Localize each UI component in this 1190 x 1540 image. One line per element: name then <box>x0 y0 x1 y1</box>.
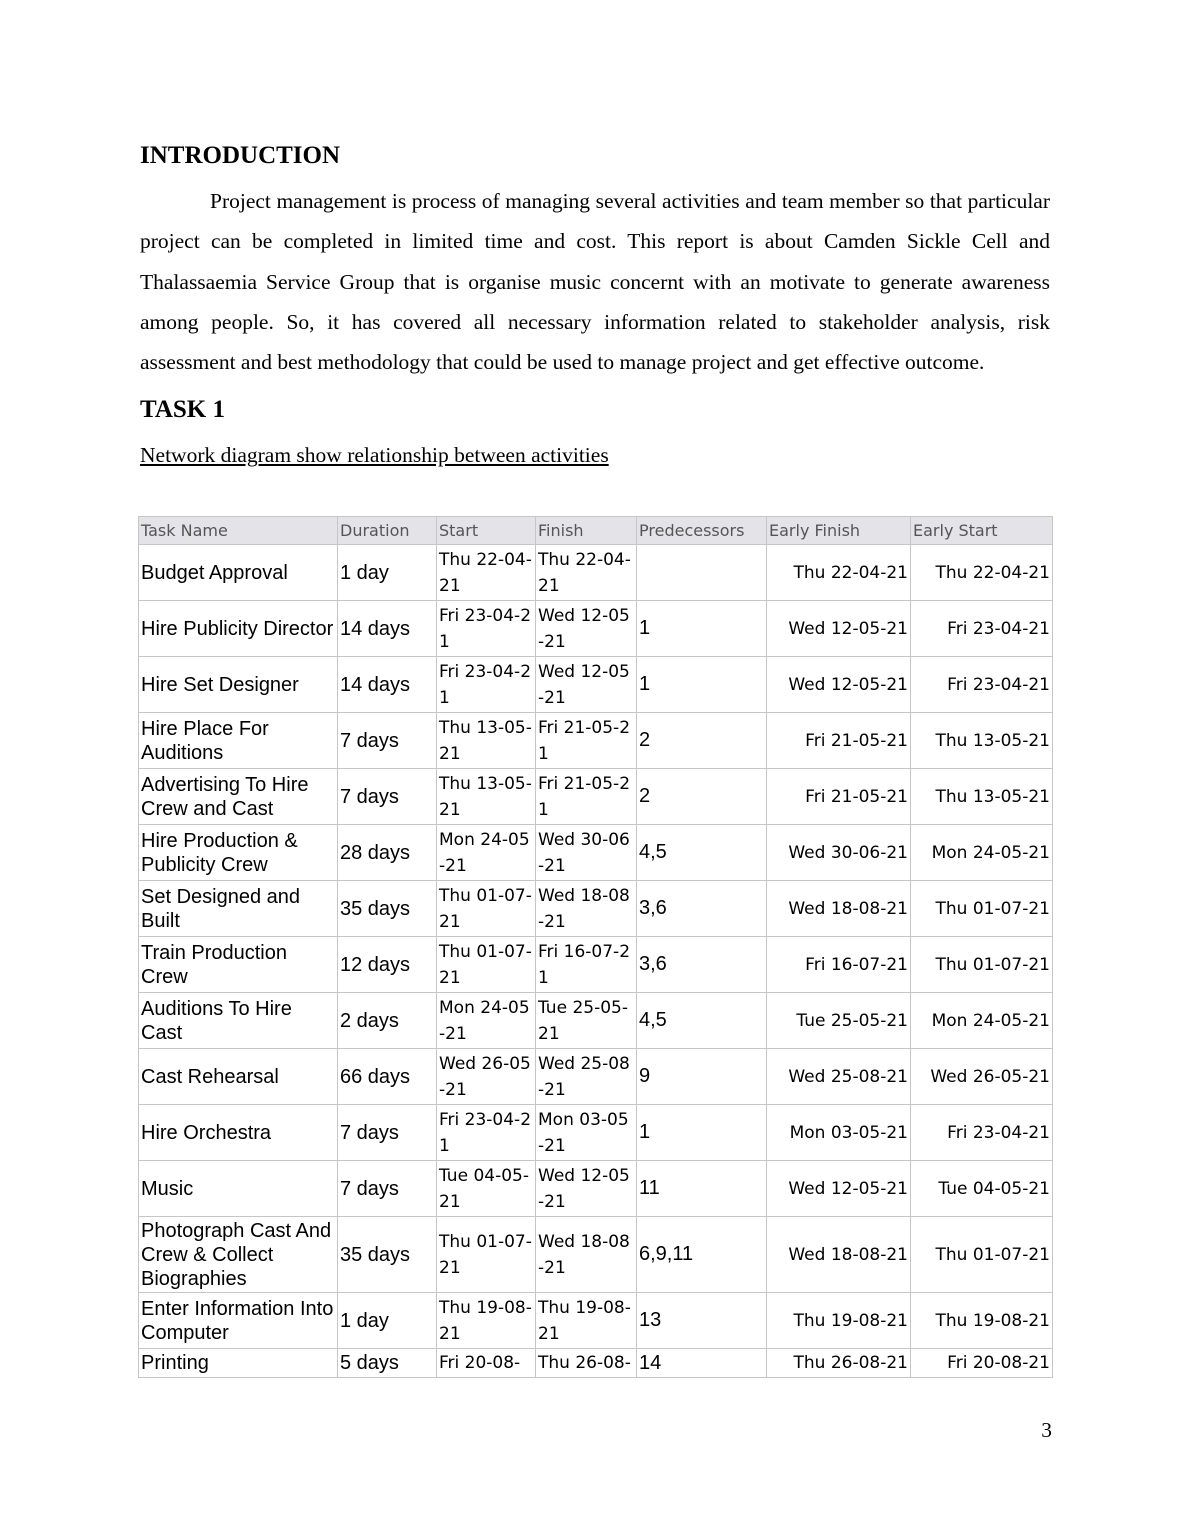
task-name-cell: Train Production Crew <box>139 937 338 993</box>
duration-cell: 66 days <box>338 1049 437 1105</box>
predecessors-cell: 2 <box>637 769 767 825</box>
duration-cell: 35 days <box>338 1217 437 1293</box>
table-header-row <box>139 517 1053 545</box>
early-start-cell: Mon 24-05-21 <box>911 993 1053 1049</box>
early-finish-cell: Mon 03-05-21 <box>767 1105 911 1161</box>
predecessors-cell: 13 <box>637 1293 767 1349</box>
task-name-cell: Hire Publicity Director <box>139 601 338 657</box>
early-start-cell: Tue 04-05-21 <box>911 1161 1053 1217</box>
start-cell: Thu 22-04-21 <box>437 545 536 601</box>
start-cell: Tue 04-05-21 <box>437 1161 536 1217</box>
finish-cell: Thu 26-08- <box>536 1349 637 1378</box>
predecessors-cell: 1 <box>637 657 767 713</box>
duration-cell: 7 days <box>338 713 437 769</box>
duration-cell: 1 day <box>338 545 437 601</box>
finish-cell: Wed 18-08-21 <box>536 1217 637 1293</box>
table-row <box>139 769 1053 825</box>
start-cell: Thu 19-08-21 <box>437 1293 536 1349</box>
finish-cell: Wed 12-05-21 <box>536 601 637 657</box>
table-row <box>139 1105 1053 1161</box>
early-finish-cell: Fri 21-05-21 <box>767 769 911 825</box>
early-start-cell: Fri 23-04-21 <box>911 1105 1053 1161</box>
task-name-cell: Hire Place For Auditions <box>139 713 338 769</box>
table-row <box>139 657 1053 713</box>
early-finish-cell: Wed 12-05-21 <box>767 601 911 657</box>
header-finish: Finish <box>536 517 637 545</box>
introduction-heading: INTRODUCTION <box>140 142 341 169</box>
duration-cell: 35 days <box>338 881 437 937</box>
table-row <box>139 713 1053 769</box>
header-start: Start <box>437 517 536 545</box>
table-row <box>139 937 1053 993</box>
early-start-cell: Mon 24-05-21 <box>911 825 1053 881</box>
finish-cell: Wed 12-05-21 <box>536 1161 637 1217</box>
predecessors-cell: 6,9,11 <box>637 1217 767 1293</box>
table-row <box>139 1349 1053 1378</box>
early-start-cell: Thu 19-08-21 <box>911 1293 1053 1349</box>
task-schedule-table <box>138 516 1053 1378</box>
start-cell: Fri 23-04-21 <box>437 657 536 713</box>
task-name-cell: Set Designed and Built <box>139 881 338 937</box>
early-start-cell: Thu 13-05-21 <box>911 769 1053 825</box>
introduction-paragraph: Project management is process of managing several activities and team member so that particular project can be completed in limited time and cost. This report is about Camden Sickle Cell and Thalassaemia Service Group that is organise music concernt with an motivate to generate awareness among people. So, it has covered all necessary information related to stakeholder analysis, risk assessment and best methodology that could be used to manage project and get effective outcome. <box>140 189 1050 375</box>
predecessors-cell: 11 <box>637 1161 767 1217</box>
early-finish-cell: Fri 16-07-21 <box>767 937 911 993</box>
task-name-cell: Hire Orchestra <box>139 1105 338 1161</box>
predecessors-cell: 3,6 <box>637 937 767 993</box>
start-cell: Fri 20-08- <box>437 1349 536 1378</box>
finish-cell: Thu 19-08-21 <box>536 1293 637 1349</box>
early-finish-cell: Thu 22-04-21 <box>767 545 911 601</box>
early-finish-cell: Wed 25-08-21 <box>767 1049 911 1105</box>
predecessors-cell: 4,5 <box>637 825 767 881</box>
table-row <box>139 881 1053 937</box>
early-start-cell: Thu 22-04-21 <box>911 545 1053 601</box>
early-finish-cell: Wed 18-08-21 <box>767 881 911 937</box>
predecessors-cell: 14 <box>637 1349 767 1378</box>
start-cell: Thu 13-05-21 <box>437 769 536 825</box>
start-cell: Mon 24-05-21 <box>437 993 536 1049</box>
finish-cell: Wed 25-08-21 <box>536 1049 637 1105</box>
predecessors-cell: 9 <box>637 1049 767 1105</box>
task-name-cell: Advertising To Hire Crew and Cast <box>139 769 338 825</box>
table-row <box>139 1161 1053 1217</box>
duration-cell: 28 days <box>338 825 437 881</box>
finish-cell: Tue 25-05-21 <box>536 993 637 1049</box>
early-finish-cell: Wed 30-06-21 <box>767 825 911 881</box>
header-task-name: Task Name <box>139 517 338 545</box>
start-cell: Thu 13-05-21 <box>437 713 536 769</box>
table-row <box>139 825 1053 881</box>
finish-cell: Fri 21-05-21 <box>536 713 637 769</box>
predecessors-cell: 3,6 <box>637 881 767 937</box>
finish-cell: Wed 30-06-21 <box>536 825 637 881</box>
header-predecessors: Predecessors <box>637 517 767 545</box>
duration-cell: 7 days <box>338 769 437 825</box>
duration-cell: 12 days <box>338 937 437 993</box>
task-name-cell: Budget Approval <box>139 545 338 601</box>
task-name-cell: Printing <box>139 1349 338 1378</box>
finish-cell: Mon 03-05-21 <box>536 1105 637 1161</box>
finish-cell: Thu 22-04-21 <box>536 545 637 601</box>
table-row <box>139 1217 1053 1293</box>
task-name-cell: Music <box>139 1161 338 1217</box>
duration-cell: 5 days <box>338 1349 437 1378</box>
early-start-cell: Fri 23-04-21 <box>911 601 1053 657</box>
early-start-cell: Thu 01-07-21 <box>911 1217 1053 1293</box>
early-start-cell: Thu 13-05-21 <box>911 713 1053 769</box>
finish-cell: Wed 12-05-21 <box>536 657 637 713</box>
header-early-start: Early Start <box>911 517 1053 545</box>
task-heading: TASK 1 <box>140 396 225 424</box>
duration-cell: 1 day <box>338 1293 437 1349</box>
table-row <box>139 1293 1053 1349</box>
early-finish-cell: Tue 25-05-21 <box>767 993 911 1049</box>
early-finish-cell: Wed 12-05-21 <box>767 1161 911 1217</box>
task-name-cell: Cast Rehearsal <box>139 1049 338 1105</box>
table-row <box>139 601 1053 657</box>
network-diagram-subtitle: Network diagram show relationship between activities <box>140 443 609 468</box>
early-finish-cell: Fri 21-05-21 <box>767 713 911 769</box>
start-cell: Fri 23-04-21 <box>437 1105 536 1161</box>
duration-cell: 14 days <box>338 601 437 657</box>
early-start-cell: Fri 23-04-21 <box>911 657 1053 713</box>
predecessors-cell: 2 <box>637 713 767 769</box>
duration-cell: 7 days <box>338 1161 437 1217</box>
early-start-cell: Thu 01-07-21 <box>911 881 1053 937</box>
start-cell: Thu 01-07-21 <box>437 881 536 937</box>
table-row <box>139 993 1053 1049</box>
task-name-cell: Hire Production & Publicity Crew <box>139 825 338 881</box>
header-duration: Duration <box>338 517 437 545</box>
task-name-cell: Hire Set Designer <box>139 657 338 713</box>
start-cell: Wed 26-05-21 <box>437 1049 536 1105</box>
early-finish-cell: Wed 18-08-21 <box>767 1217 911 1293</box>
task-name-cell: Photograph Cast And Crew & Collect Biographies <box>139 1217 338 1293</box>
start-cell: Mon 24-05-21 <box>437 825 536 881</box>
start-cell: Fri 23-04-21 <box>437 601 536 657</box>
finish-cell: Fri 21-05-21 <box>536 769 637 825</box>
early-start-cell: Wed 26-05-21 <box>911 1049 1053 1105</box>
header-early-finish: Early Finish <box>767 517 911 545</box>
start-cell: Thu 01-07-21 <box>437 1217 536 1293</box>
duration-cell: 7 days <box>338 1105 437 1161</box>
finish-cell: Wed 18-08-21 <box>536 881 637 937</box>
task-name-cell: Enter Information Into Computer <box>139 1293 338 1349</box>
duration-cell: 2 days <box>338 993 437 1049</box>
predecessors-cell <box>637 545 767 601</box>
table-row <box>139 1049 1053 1105</box>
early-finish-cell: Thu 19-08-21 <box>767 1293 911 1349</box>
early-finish-cell: Wed 12-05-21 <box>767 657 911 713</box>
task-name-cell: Auditions To Hire Cast <box>139 993 338 1049</box>
start-cell: Thu 01-07-21 <box>437 937 536 993</box>
early-start-cell: Fri 20-08-21 <box>911 1349 1053 1378</box>
page-content <box>140 140 1050 469</box>
early-start-cell: Thu 01-07-21 <box>911 937 1053 993</box>
page-number: 3 <box>1041 1418 1052 1442</box>
predecessors-cell: 1 <box>637 601 767 657</box>
duration-cell: 14 days <box>338 657 437 713</box>
finish-cell: Fri 16-07-21 <box>536 937 637 993</box>
early-finish-cell: Thu 26-08-21 <box>767 1349 911 1378</box>
predecessors-cell: 4,5 <box>637 993 767 1049</box>
predecessors-cell: 1 <box>637 1105 767 1161</box>
table-row <box>139 545 1053 601</box>
